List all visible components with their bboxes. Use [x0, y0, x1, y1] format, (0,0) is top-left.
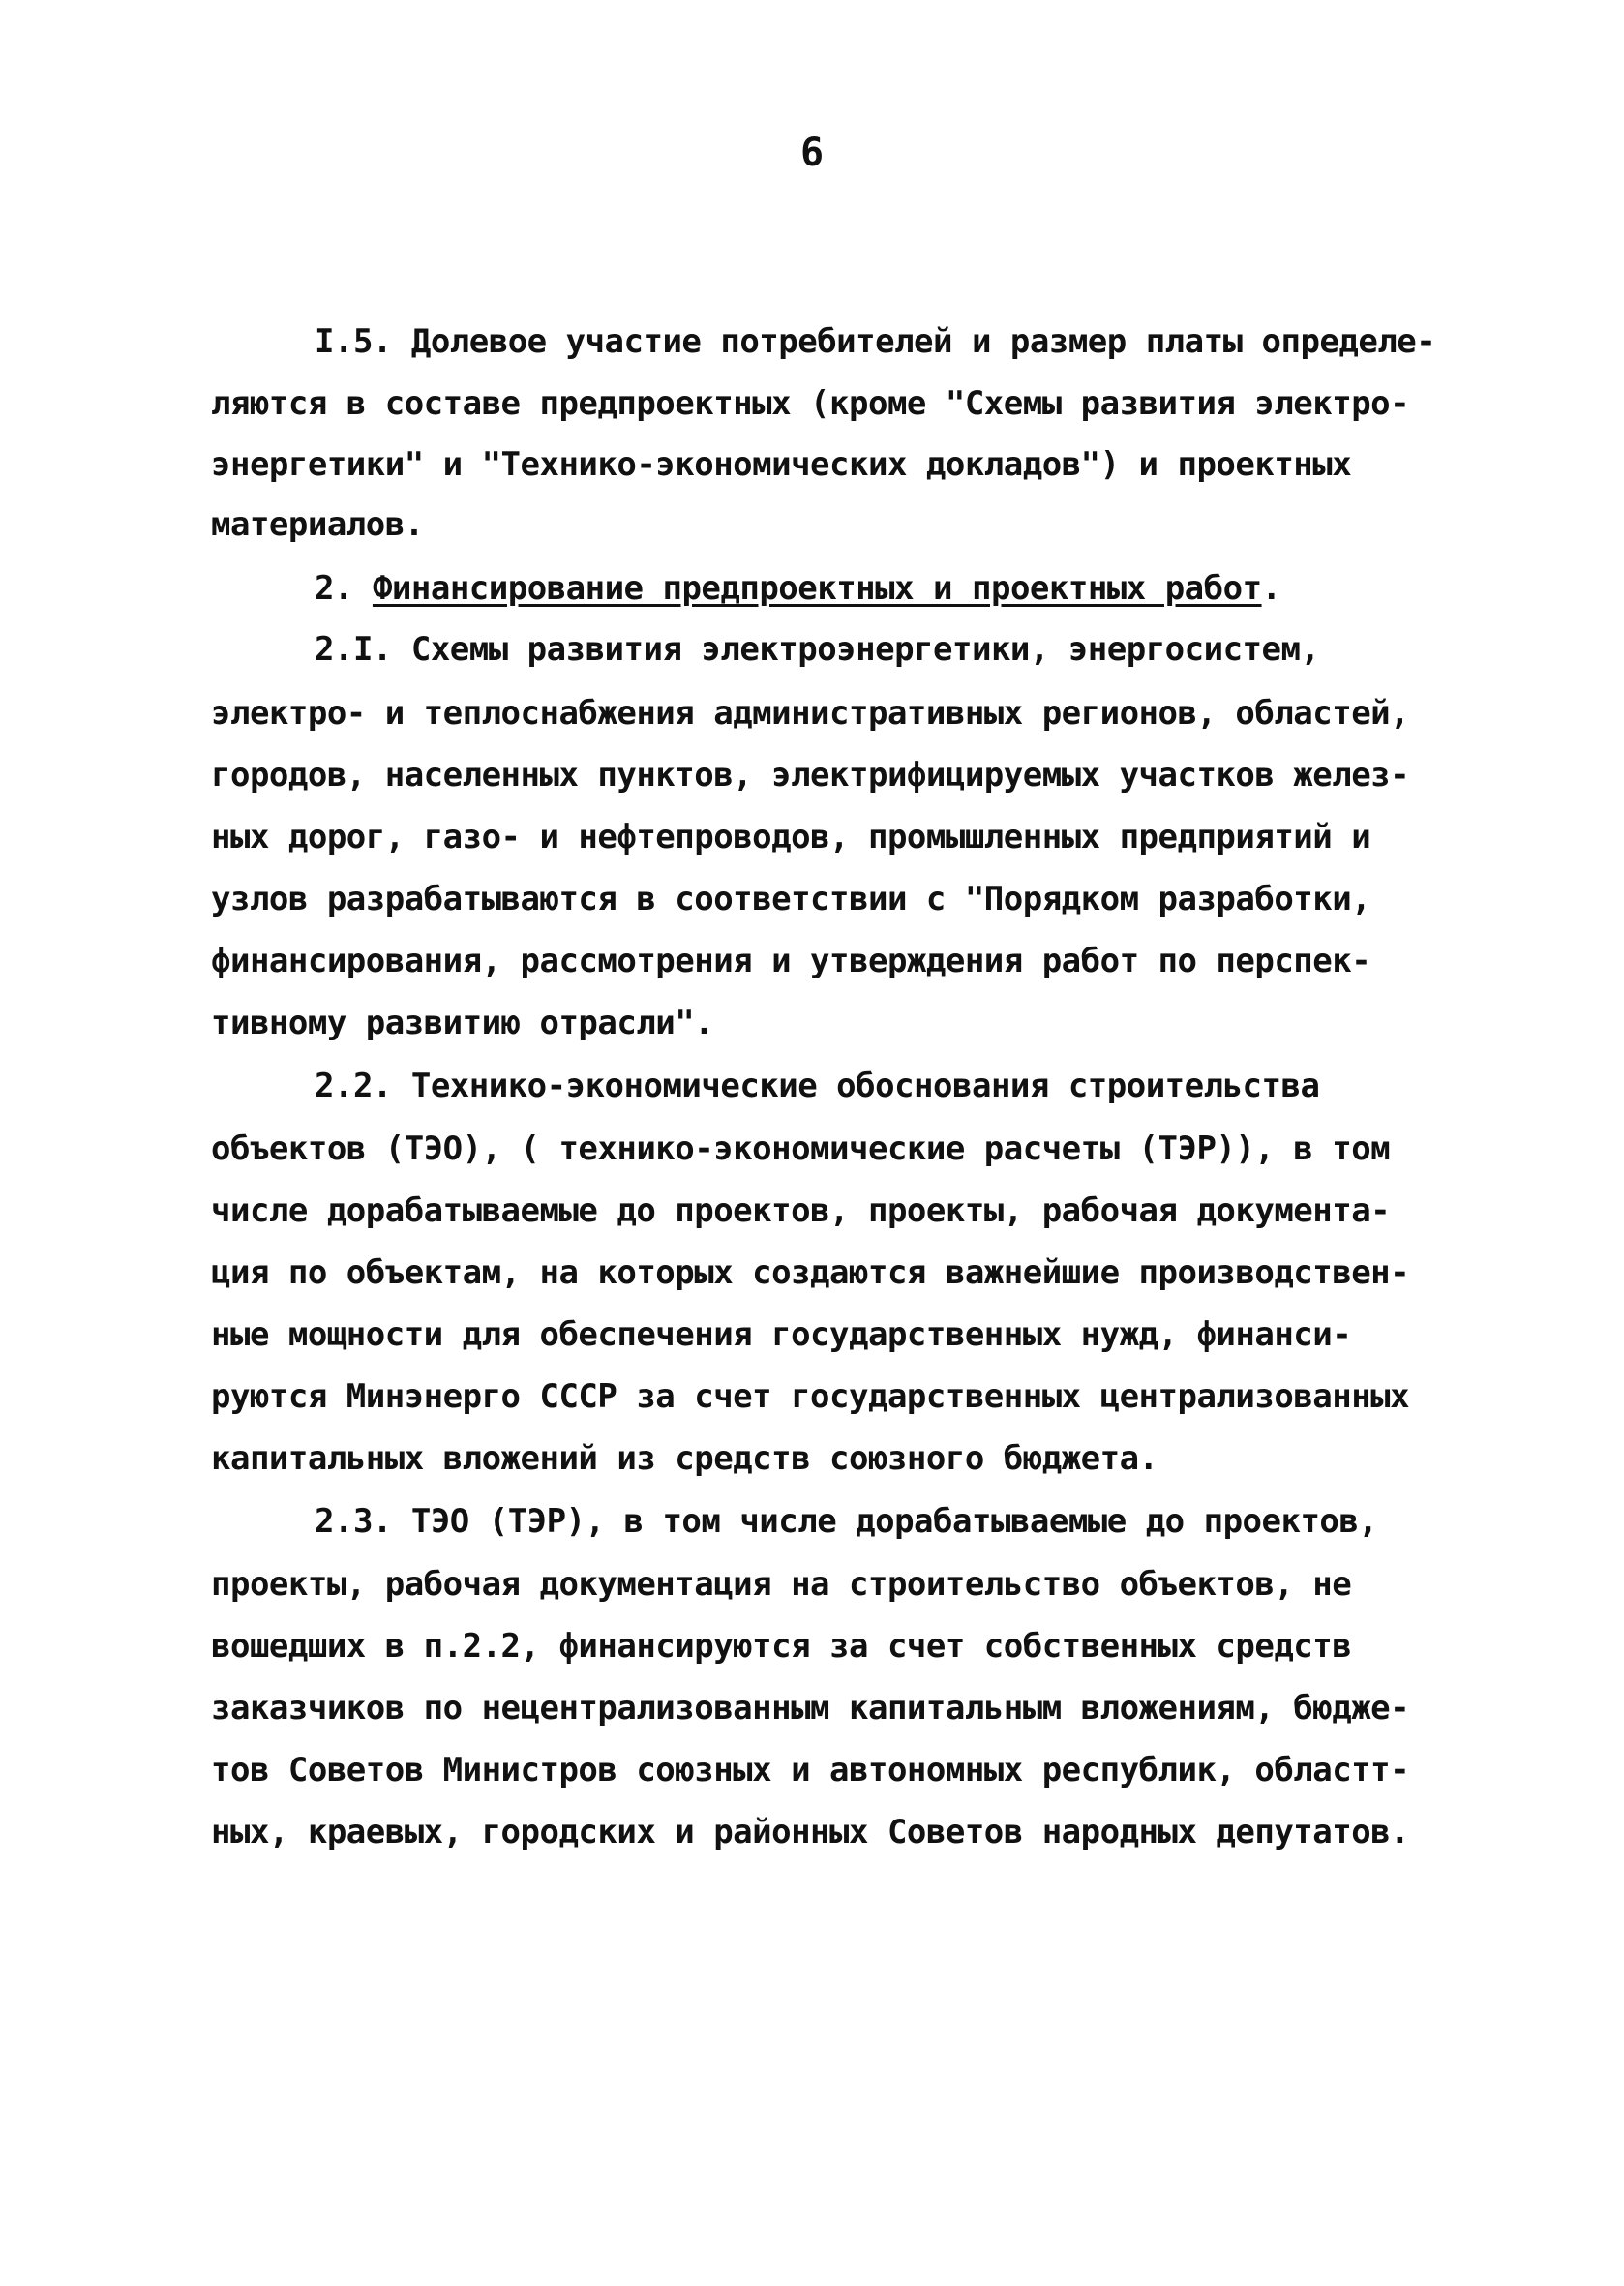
- paragraph-2-2-line: числе дорабатываемые до проектов, проекты, рабочая документа-: [211, 1191, 1391, 1230]
- paragraph-2-1-line: тивному развитию отрасли".: [211, 1004, 714, 1042]
- paragraph-1-5-line: ляются в составе предпроектных (кроме "Схемы развития электро-: [211, 384, 1410, 423]
- paragraph-2-1-line: 2.I. Схемы развития электроэнергетики, энергосистем,: [315, 630, 1320, 669]
- paragraph-1-5-line: материалов.: [211, 505, 424, 544]
- section-2-number: 2.: [315, 569, 353, 608]
- paragraph-1-5-line: I.5. Долевое участие потребителей и размер платы определе-: [315, 322, 1436, 361]
- section-2-heading: [315, 569, 1281, 608]
- paragraph-2-2-line: 2.2. Технико-экономические обоснования строительства: [315, 1067, 1320, 1105]
- paragraph-2-3-line: тов Советов Министров союзных и автономных республик, областт-: [211, 1751, 1410, 1790]
- paragraph-2-3-line: ных, краевых, городских и районных Советов народных депутатов.: [211, 1813, 1410, 1851]
- section-2-title: Финансирование предпроектных и проектных работ: [372, 569, 1262, 608]
- paragraph-2-3-line: проекты, рабочая документация на строительство объектов, не: [211, 1565, 1352, 1604]
- paragraph-1-5-line: энергетики" и "Технико-экономических докладов") и проектных: [211, 445, 1352, 484]
- paragraph-2-3-line: вошедших в п.2.2, финансируются за счет собственных средств: [211, 1627, 1352, 1666]
- paragraph-2-2-line: ные мощности для обеспечения государственных нужд, финанси-: [211, 1315, 1352, 1354]
- paragraph-2-1-line: финансирования, рассмотрения и утверждения работ по перспек-: [211, 942, 1371, 980]
- section-2-title-end: .: [1261, 569, 1281, 608]
- paragraph-2-1-line: городов, населенных пунктов, электрифицируемых участков желез-: [211, 756, 1410, 795]
- paragraph-2-3-line: заказчиков по нецентрализованным капитальным вложениям, бюдже-: [211, 1689, 1410, 1728]
- paragraph-2-2-line: объектов (ТЭО), ( технико-экономические расчеты (ТЭР)), в том: [211, 1129, 1391, 1168]
- paragraph-2-2-line: капитальных вложений из средств союзного бюджета.: [211, 1439, 1158, 1478]
- paragraph-2-1-line: электро- и теплоснабжения административных регионов, областей,: [211, 694, 1410, 733]
- paragraph-2-1-line: ных дорог, газо- и нефтепроводов, промышленных предприятий и: [211, 818, 1371, 857]
- paragraph-2-2-line: руются Минэнерго СССР за счет государственных централизованных: [211, 1377, 1410, 1416]
- paragraph-2-3-line: 2.3. ТЭО (ТЭР), в том числе дорабатываемые до проектов,: [315, 1502, 1378, 1541]
- paragraph-2-1-line: узлов разрабатываются в соответствии с "Порядком разработки,: [211, 880, 1371, 918]
- paragraph-2-2-line: ция по объектам, на которых создаются важнейшие производствен-: [211, 1253, 1410, 1292]
- page-number: 6: [799, 131, 825, 175]
